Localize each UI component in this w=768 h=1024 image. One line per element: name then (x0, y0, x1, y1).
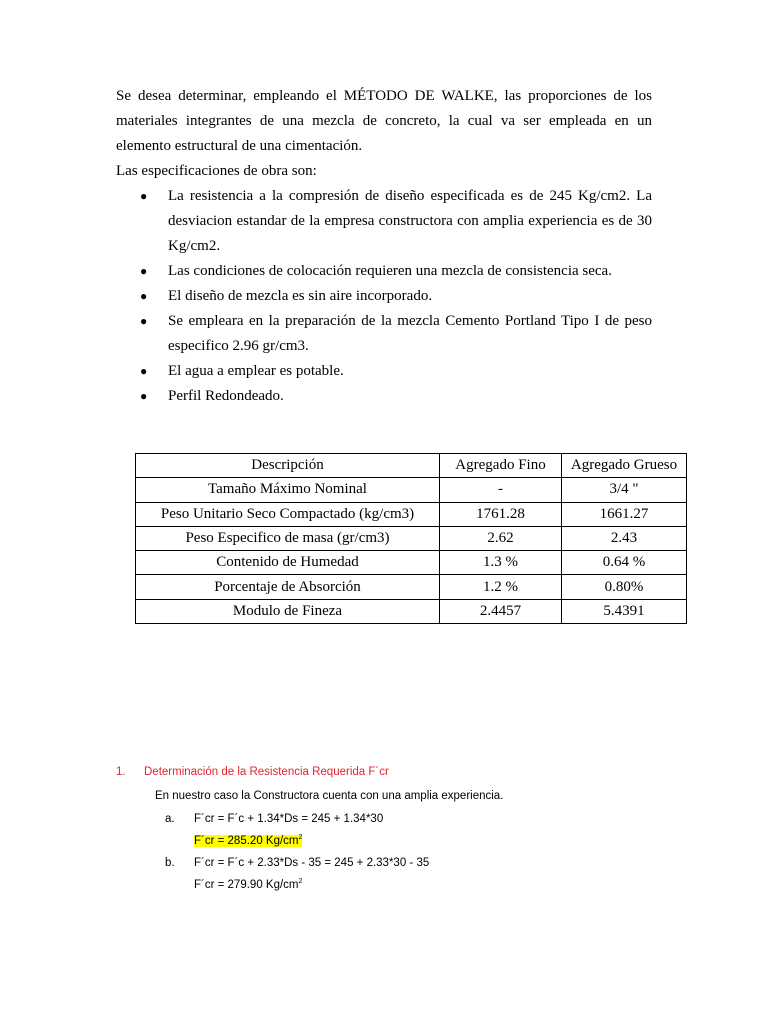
table-cell: 5.4391 (562, 599, 687, 623)
table-cell: 1661.27 (562, 502, 687, 526)
bullet-icon: ● (140, 314, 148, 328)
table-cell: 0.64 % (562, 551, 687, 575)
table-cell: 3/4 " (562, 478, 687, 502)
list-item (116, 259, 652, 284)
table-cell: Tamaño Máximo Nominal (136, 478, 440, 502)
table-cell: 1.3 % (440, 551, 562, 575)
specifications-heading: Las especificaciones de obra son: (116, 163, 317, 179)
list-item-text: Las condiciones de colocación requieren una mezcla de consistencia seca. (168, 263, 612, 279)
table-row (136, 575, 687, 599)
result-b: F´cr = 279.90 Kg/cm (194, 879, 299, 891)
table-header-row (136, 454, 687, 478)
table-row (136, 551, 687, 575)
table-row (136, 599, 687, 623)
bullet-icon: ● (140, 389, 148, 403)
bullet-icon: ● (140, 289, 148, 303)
table-row (136, 502, 687, 526)
list-item-text: El diseño de mezcla es sin aire incorporado. (168, 288, 433, 304)
item-label-a: a. (165, 813, 175, 825)
table-cell: Peso Especifico de masa (gr/cm3) (136, 526, 440, 550)
specifications-list (116, 184, 652, 409)
table-row (136, 478, 687, 502)
result-a: F´cr = 285.20 Kg/cm (194, 835, 299, 847)
table-cell: - (440, 478, 562, 502)
list-item (116, 384, 652, 409)
bullet-icon: ● (140, 189, 148, 203)
case-text: En nuestro caso la Constructora cuenta con una amplia experiencia. (155, 790, 504, 802)
table-cell: Contenido de Humedad (136, 551, 440, 575)
list-item (116, 184, 652, 259)
list-item-text: La resistencia a la compresión de diseño especificada es de 245 Kg/cm2. La desviacion estandar de la empresa constructora con amplia experiencia es de 30 Kg/cm2. (168, 188, 652, 254)
list-item-text: Se empleara en la preparación de la mezcla Cemento Portland Tipo I de peso especifico 2.96 gr/cm3. (168, 313, 652, 354)
superscript: 2 (298, 834, 303, 842)
bullet-icon: ● (140, 364, 148, 378)
result-a-highlighted (194, 835, 302, 847)
list-item (116, 359, 652, 384)
column-header-description: Descripción (136, 454, 440, 478)
section-heading (116, 766, 389, 778)
table-cell: 1.2 % (440, 575, 562, 599)
table-cell: 2.62 (440, 526, 562, 550)
intro-paragraph: Se desea determinar, empleando el MÉTODO DE WALKE, las proporciones de los materiales integrantes de una mezcla de concreto, la cual va ser empleada en un elemento estructural de una cimentación. (116, 88, 652, 154)
table-cell: 1761.28 (440, 502, 562, 526)
list-item (116, 284, 652, 309)
formula-a: F´cr = F´c + 1.34*Ds = 245 + 1.34*30 (194, 813, 384, 825)
table-cell: Modulo de Fineza (136, 599, 440, 623)
result-b-line (194, 879, 302, 891)
table-cell: 2.43 (562, 526, 687, 550)
list-item (116, 309, 652, 359)
list-item-text: El agua a emplear es potable. (168, 363, 344, 379)
table-cell: 2.4457 (440, 599, 562, 623)
item-label-b: b. (165, 857, 175, 869)
table-cell: Porcentaje de Absorción (136, 575, 440, 599)
section-title: Determinación de la Resistencia Requerida F´cr (144, 766, 389, 778)
bullet-icon: ● (140, 264, 148, 278)
table-cell: 0.80% (562, 575, 687, 599)
table-cell: Peso Unitario Seco Compactado (kg/cm3) (136, 502, 440, 526)
superscript: 2 (298, 878, 303, 886)
aggregates-table (135, 453, 687, 624)
list-item-text: Perfil Redondeado. (168, 388, 284, 404)
section-number: 1. (116, 766, 126, 778)
column-header-fine-aggregate: Agregado Fino (440, 454, 562, 478)
column-header-coarse-aggregate: Agregado Grueso (562, 454, 687, 478)
formula-b: F´cr = F´c + 2.33*Ds - 35 = 245 + 2.33*30 - 35 (194, 857, 430, 869)
table-row (136, 526, 687, 550)
